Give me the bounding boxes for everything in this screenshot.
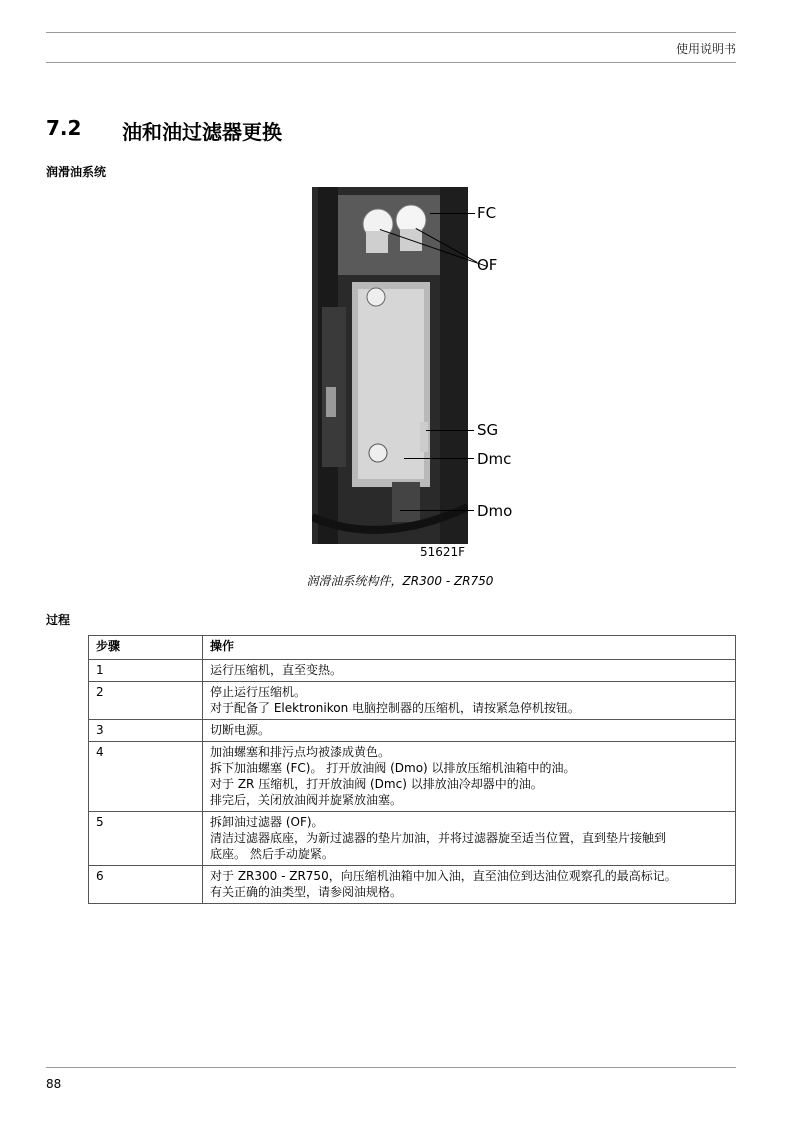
header-action: 操作 — [203, 636, 736, 660]
step-number: 3 — [89, 720, 203, 742]
leader-fc — [430, 213, 475, 214]
step-number: 1 — [89, 660, 203, 682]
procedure-table — [88, 635, 736, 904]
footer-rule — [46, 1067, 736, 1068]
subheading-lubrication: 润滑油系统 — [46, 165, 107, 179]
step-number: 5 — [89, 812, 203, 866]
leader-dmc — [404, 458, 474, 459]
step-action — [203, 660, 736, 682]
table-row — [89, 742, 736, 812]
action-line: 停止运行压缩机。 — [210, 685, 307, 699]
lubrication-system-photo — [312, 187, 468, 544]
step-action — [203, 812, 736, 866]
header-step: 步骤 — [89, 636, 203, 660]
action-line: 清洁过滤器底座，为新过滤器的垫片加油，并将过滤器旋至适当位置，直到垫片接触到 — [210, 831, 667, 845]
action-line: 对于 ZR 压缩机，打开放油阀 (Dmc) 以排放油冷却器中的油。 — [210, 777, 543, 791]
table-row — [89, 660, 736, 682]
subheading-procedure: 过程 — [46, 613, 71, 627]
table-row — [89, 720, 736, 742]
section-title: 油和油过滤器更换 — [122, 120, 282, 144]
step-action — [203, 742, 736, 812]
callout-sg: SG — [477, 421, 499, 439]
table-row — [89, 866, 736, 904]
action-line: 排完后，关闭放油阀并旋紧放油塞。 — [210, 793, 403, 807]
callout-dmo: Dmo — [477, 502, 513, 520]
section-number: 7.2 — [46, 116, 82, 140]
page-number: 88 — [46, 1077, 62, 1091]
action-line: 有关正确的油类型，请参阅油规格。 — [210, 885, 403, 899]
table-header-row — [89, 636, 736, 660]
action-line: 拆卸油过滤器 (OF)。 — [210, 815, 324, 829]
callout-of: OF — [477, 256, 498, 274]
step-number: 2 — [89, 682, 203, 720]
header-rule — [46, 32, 736, 33]
leader-dmo — [400, 510, 474, 511]
action-line: 切断电源。 — [210, 723, 271, 737]
action-line: 运行压缩机，直至变热。 — [210, 663, 343, 677]
step-number: 4 — [89, 742, 203, 812]
figure-caption: 润滑油系统构件，ZR300 - ZR750 — [306, 574, 494, 588]
action-line: 对于配备了 Elektronikon 电脑控制器的压缩机，请按紧急停机按钮。 — [210, 701, 581, 715]
header-rule-bottom — [46, 62, 736, 63]
action-line: 加油螺塞和排污点均被漆成黄色。 — [210, 745, 391, 759]
table-row — [89, 682, 736, 720]
callout-dmc: Dmc — [477, 450, 512, 468]
leader-sg — [426, 430, 474, 431]
action-line: 拆下加油螺塞 (FC)。 打开放油阀 (Dmo) 以排放压缩机油箱中的油。 — [210, 761, 576, 775]
step-action — [203, 720, 736, 742]
step-action — [203, 866, 736, 904]
action-line: 对于 ZR300 - ZR750，向压缩机油箱中加入油，直至油位到达油位观察孔的最高标记。 — [210, 869, 677, 883]
step-action — [203, 682, 736, 720]
action-line: 底座。 然后手动旋紧。 — [210, 847, 334, 861]
callout-fc: FC — [477, 204, 497, 222]
table-row — [89, 812, 736, 866]
step-number: 6 — [89, 866, 203, 904]
header-label: 使用说明书 — [675, 42, 736, 56]
figure-id: 51621F — [420, 545, 466, 559]
